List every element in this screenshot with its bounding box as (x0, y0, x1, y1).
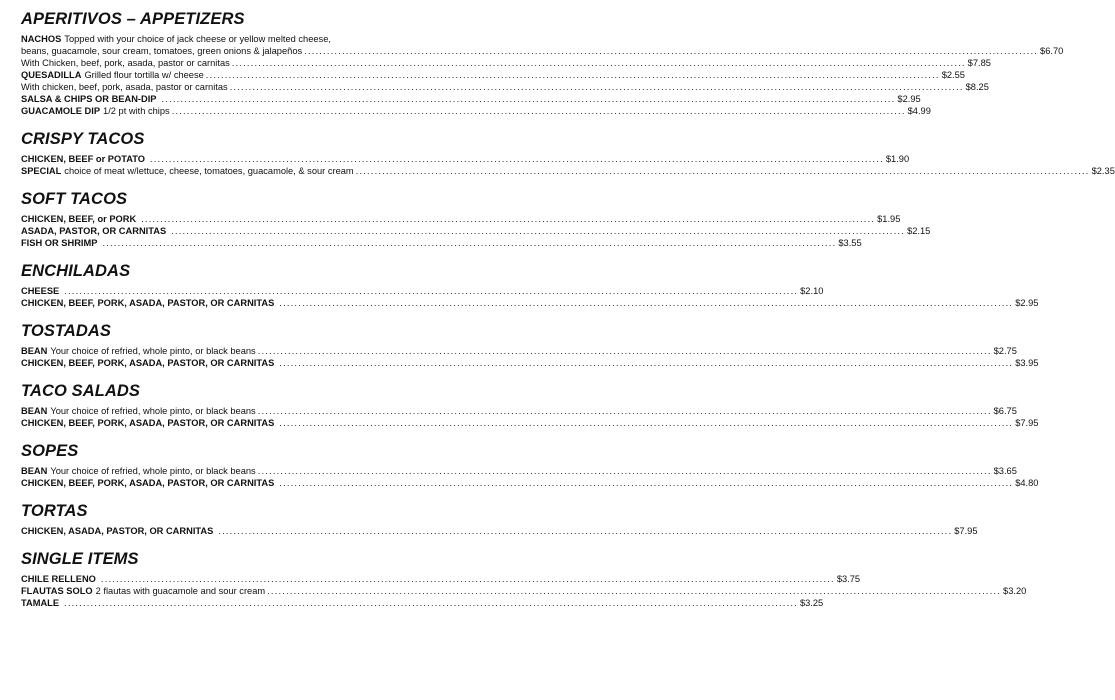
menu-item (21, 285, 824, 297)
item-price: $2.55 (941, 70, 965, 80)
item-price: $7.95 (1015, 418, 1039, 428)
item-name: CHICKEN, BEEF, PORK, ASADA, PASTOR, OR CARNITAS (21, 478, 275, 488)
menu-item (21, 225, 931, 237)
dot-leader (304, 45, 1038, 57)
item-description: With chicken, beef, pork, asada, pastor or carnitas (21, 82, 228, 92)
item-price: $1.95 (877, 214, 901, 224)
item-description: beans, guacamole, sour cream, tomatoes, green onions & jalapeños (21, 46, 303, 56)
item-name: FISH OR SHRIMP (21, 238, 98, 248)
item-price: $3.65 (993, 466, 1017, 476)
item-price: $7.85 (967, 58, 991, 68)
menu-section (21, 130, 1115, 177)
item-name: FLAUTAS SOLO (21, 586, 93, 596)
item-name: BEAN (21, 466, 48, 476)
dot-leader (356, 165, 1090, 177)
item-price: $7.95 (954, 526, 978, 536)
dot-leader (206, 69, 940, 81)
item-name: CHICKEN, BEEF, PORK, ASADA, PASTOR, OR CARNITAS (21, 298, 275, 308)
menu-item (21, 45, 1064, 57)
item-price: $8.25 (965, 82, 989, 92)
item-price: $2.95 (1015, 298, 1039, 308)
dot-leader (230, 81, 964, 93)
section-items (21, 285, 1039, 309)
item-price: $3.20 (1003, 586, 1027, 596)
menu-item (21, 477, 1039, 489)
item-name: CHICKEN, BEEF, PORK, ASADA, PASTOR, OR CARNITAS (21, 418, 275, 428)
item-price: $1.90 (885, 154, 910, 164)
menu-section (21, 502, 978, 537)
dot-leader (279, 477, 1013, 489)
menu-section (21, 442, 1039, 489)
item-name: CHICKEN, ASADA, PASTOR, OR CARNITAS (21, 526, 214, 536)
item-name: CHILE RELLENO (21, 574, 96, 584)
section-title: SINGLE ITEMS (21, 550, 139, 568)
section-spacer (21, 429, 465, 442)
dot-leader (279, 357, 1013, 369)
dot-leader (150, 153, 884, 165)
item-description: With Chicken, beef, pork, asada, pastor or carnitas (21, 58, 230, 68)
item-name: QUESADILLA (21, 70, 82, 80)
dot-leader (258, 345, 992, 357)
menu-section (21, 262, 1039, 309)
dot-leader (232, 57, 966, 69)
item-name: NACHOS (21, 34, 62, 44)
section-items (21, 465, 1039, 489)
item-name: CHICKEN, BEEF, or PORK (21, 214, 137, 224)
menu-section (21, 550, 1027, 609)
item-description: Your choice of refried, whole pinto, or black beans (50, 466, 256, 476)
menu-item (21, 213, 901, 225)
dot-leader (141, 213, 875, 225)
item-name: ASADA, PASTOR, OR CARNITAS (21, 226, 167, 236)
section-spacer (21, 249, 465, 262)
item-price: $6.70 (1040, 46, 1064, 56)
section-title: APERITIVOS – APPETIZERS (21, 10, 245, 28)
menu-item (21, 465, 1017, 477)
menu-item (21, 93, 921, 105)
section-spacer (21, 117, 465, 130)
section-title: TACO SALADS (21, 382, 141, 400)
section-items (21, 405, 1039, 429)
menu-item (21, 153, 910, 165)
section-title: CRISPY TACOS (21, 130, 145, 148)
menu-item (21, 81, 989, 93)
item-price: $2.10 (800, 286, 824, 296)
dot-leader (258, 465, 992, 477)
item-price: $4.80 (1015, 478, 1039, 488)
section-title: ENCHILADAS (21, 262, 131, 280)
section-items (21, 525, 978, 537)
dot-leader (101, 573, 835, 585)
section-items (21, 33, 1064, 117)
menu-item (21, 405, 1017, 417)
item-description: Your choice of refried, whole pinto, or black beans (50, 346, 256, 356)
dot-leader (258, 405, 992, 417)
dot-leader (102, 237, 836, 249)
item-description: Grilled flour tortilla w/ cheese (84, 70, 204, 80)
item-price: $2.75 (993, 346, 1017, 356)
menu-item (21, 33, 465, 45)
dot-leader (162, 93, 896, 105)
dot-leader (171, 225, 905, 237)
item-name: CHEESE (21, 286, 60, 296)
section-title: SOFT TACOS (21, 190, 128, 208)
section-spacer (21, 369, 465, 382)
item-description: 1/2 pt with chips (103, 106, 170, 116)
item-description: 2 flautas with guacamole and sour cream (95, 586, 266, 596)
menu-item (21, 297, 1039, 309)
dot-leader (64, 285, 798, 297)
item-name: GUACAMOLE DIP (21, 106, 101, 116)
item-price: $3.25 (799, 598, 824, 608)
menu-item (21, 105, 931, 117)
dot-leader (279, 297, 1013, 309)
menu-item (21, 585, 1027, 597)
item-price: $3.75 (836, 574, 861, 584)
item-price: $6.75 (993, 406, 1017, 416)
item-name: SALSA & CHIPS OR BEAN-DIP (21, 94, 157, 104)
menu-item (21, 69, 965, 81)
section-title: TOSTADAS (21, 322, 112, 340)
item-price: $3.55 (838, 238, 862, 248)
dot-leader (279, 417, 1013, 429)
item-name: BEAN (21, 346, 48, 356)
menu-item (21, 525, 978, 537)
section-spacer (21, 177, 465, 190)
item-price: $4.99 (907, 106, 931, 116)
menu-item (21, 573, 861, 585)
menu-item (21, 597, 824, 609)
item-price: $2.95 (897, 94, 921, 104)
item-price: $3.95 (1015, 358, 1039, 368)
menu-section (21, 10, 1064, 117)
menu-item (21, 345, 1017, 357)
section-title: TORTAS (21, 502, 88, 520)
section-spacer (21, 489, 465, 502)
item-name: SPECIAL (21, 166, 62, 176)
menu-item (21, 165, 1115, 177)
menu-item (21, 237, 862, 249)
item-description: choice of meat w/lettuce, cheese, tomatoes, guacamole, & sour cream (64, 166, 354, 176)
dot-leader (172, 105, 906, 117)
item-name: CHICKEN, BEEF or POTATO (21, 154, 145, 164)
section-items (21, 213, 931, 249)
dot-leader (267, 585, 1001, 597)
item-name: CHICKEN, BEEF, PORK, ASADA, PASTOR, OR CARNITAS (21, 358, 275, 368)
section-items (21, 345, 1039, 369)
section-items (21, 573, 1027, 609)
item-price: $2.15 (907, 226, 931, 236)
section-spacer (21, 309, 465, 322)
item-price: $2.35 (1091, 166, 1115, 176)
menu-section (21, 322, 1039, 369)
section-items (21, 153, 1115, 177)
menu-section (21, 190, 931, 249)
menu-item (21, 357, 1039, 369)
dot-leader (218, 525, 952, 537)
item-description: Your choice of refried, whole pinto, or black beans (50, 406, 256, 416)
menu-item (21, 417, 1039, 429)
menu-item (21, 57, 991, 69)
menu-section (21, 382, 1039, 429)
item-name: BEAN (21, 406, 48, 416)
dot-leader (64, 597, 798, 609)
section-spacer (21, 537, 465, 550)
item-name: TAMALE (21, 598, 60, 608)
item-description: Topped with your choice of jack cheese or yellow melted cheese, (64, 34, 331, 44)
section-title: SOPES (21, 442, 79, 460)
